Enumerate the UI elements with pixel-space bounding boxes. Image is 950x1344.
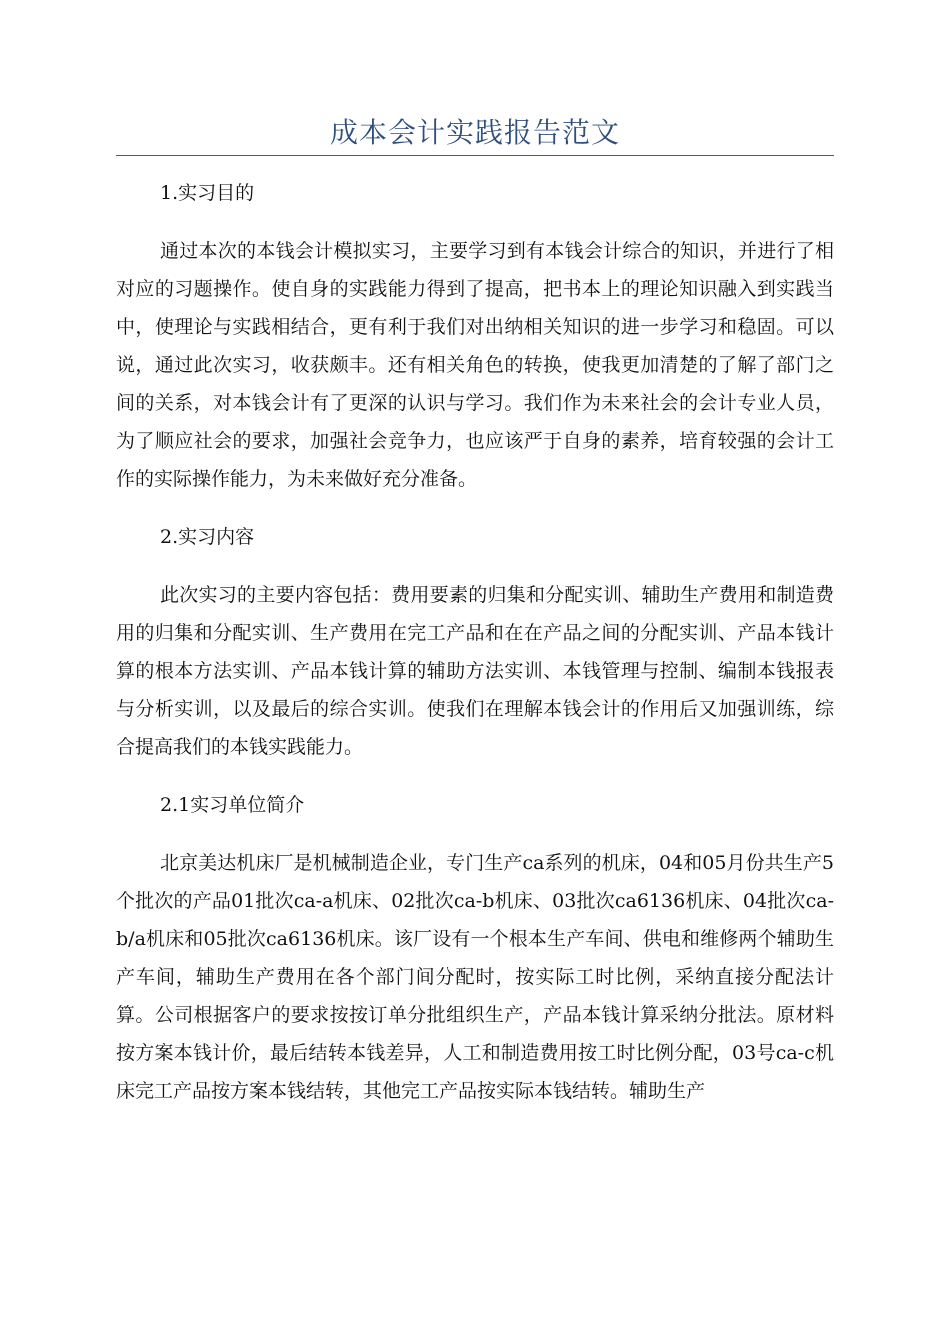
document-body <box>116 174 834 1130</box>
section-heading-company: 2.1实习单位简介 <box>160 794 305 816</box>
section-paragraph-content: 此次实习的主要内容包括：费用要素的归集和分配实训、辅助生产费用和制造费用的归集和分配实训、生产费用在完工产品和在在产品之间的分配实训、产品本钱计算的根本方法实训、产品本钱计算的辅助方法实训、本钱管理与控制、编制本钱报表与分析实训，以及最后的综合实训。使我们在理解本钱会计的作用后又加强训练，综合提高我们的本钱实践能力。 <box>116 584 834 758</box>
title-underline <box>116 155 834 156</box>
document-title: 成本会计实践报告范文 <box>329 116 620 149</box>
section-heading-content: 2.实习内容 <box>160 526 255 548</box>
section-paragraph-company: 北京美达机床厂是机械制造企业，专门生产ca系列的机床，04和05月份共生产5个批次的产品01批次ca-a机床、02批次ca-b机床、03批次ca6136机床、04批次ca-b/a机床和05批次ca6136机床。该厂设有一个根本生产车间、供电和维修两个辅助生产车间，辅助生产费用在各个部门间分配时，按实际工时比例，采纳直接分配法计算。公司根据客户的要求按按订单分批组织生产，产品本钱计算采纳分批法。原材料按方案本钱计价，最后结转本钱差异，人工和制造费用按工时比例分配，03号ca-c机床完工产品按方案本钱结转，其他完工产品按实际本钱结转。辅助生产 <box>116 852 834 1102</box>
section-paragraph-purpose: 通过本次的本钱会计模拟实习，主要学习到有本钱会计综合的知识，并进行了相对应的习题操作。使自身的实践能力得到了提高，把书本上的理论知识融入到实践当中，使理论与实践相结合，更有利于我们对出纳相关知识的进一步学习和稳固。可以说，通过此次实习，收获颇丰。还有相关角色的转换，使我更加清楚的了解了部门之间的关系，对本钱会计有了更深的认识与学习。我们作为未来社会的会计专业人员，为了顺应社会的要求，加强社会竞争力，也应该严于自身的素养，培育较强的会计工作的实际操作能力，为未来做好充分准备。 <box>116 240 834 490</box>
section-heading-purpose: 1.实习目的 <box>160 182 255 204</box>
